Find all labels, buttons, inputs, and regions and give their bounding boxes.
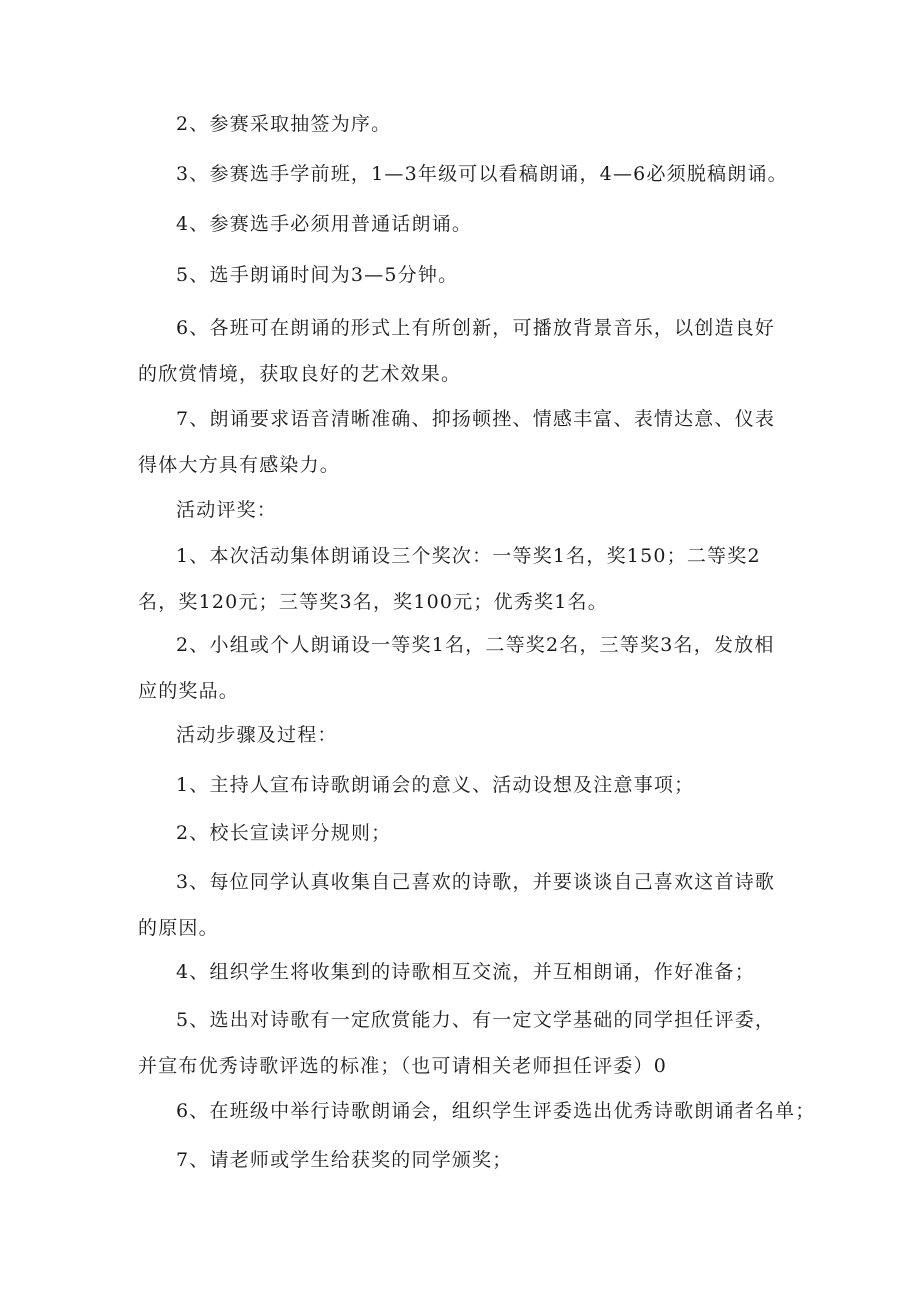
section-heading-awards: 活动评奖： <box>176 499 278 521</box>
paragraph-step-3: 3、每位同学认真收集自己喜欢的诗歌，并要谈谈自己喜欢这首诗歌的原因。 <box>138 871 776 939</box>
paragraph-rule-2: 2、参赛采取抽签为序。 <box>176 113 392 135</box>
paragraph-step-6: 6、在班级中举行诗歌朗诵会，组织学生评委选出优秀诗歌朗诵者名单； <box>176 1100 816 1122</box>
paragraph-step-1: 1、主持人宣布诗歌朗诵会的意义、活动设想及注意事项； <box>176 774 695 796</box>
paragraph-step-2: 2、校长宣读评分规则； <box>176 822 392 844</box>
paragraph-rule-3: 3、参赛选手学前班，1—3年级可以看稿朗诵，4—6必须脱稿朗诵。 <box>176 163 788 185</box>
paragraph-rule-6: 6、各班可在朗诵的形式上有所创新，可播放背景音乐，以创造良好的欣赏情境，获取良好的艺术效果。 <box>138 317 776 385</box>
paragraph-step-5: 5、选出对诗歌有一定欣赏能力、有一定文学基础的同学担任评委，并宣布优秀诗歌评选的标准；（也可请相关老师担任评委）0 <box>138 1009 776 1077</box>
section-heading-steps: 活动步骤及过程： <box>176 724 338 746</box>
paragraph-rule-4: 4、参赛选手必须用普通话朗诵。 <box>176 213 473 235</box>
paragraph-rule-7: 7、朗诵要求语音清晰准确、抑扬顿挫、情感丰富、表情达意、仪表得体大方具有感染力。 <box>138 408 776 476</box>
paragraph-step-4: 4、组织学生将收集到的诗歌相互交流，并互相朗诵，作好准备； <box>176 961 755 983</box>
paragraph-award-1: 1、本次活动集体朗诵设三个奖次：一等奖1名，奖150；二等奖2名，奖120元；三等奖3名，奖100元；优秀奖1名。 <box>138 545 761 613</box>
paragraph-rule-5: 5、选手朗诵时间为3—5分钟。 <box>176 264 459 286</box>
paragraph-step-7: 7、请老师或学生给获奖的同学颁奖； <box>176 1149 513 1171</box>
paragraph-award-2: 2、小组或个人朗诵设一等奖1名，二等奖2名，三等奖3名，发放相应的奖品。 <box>138 634 775 702</box>
